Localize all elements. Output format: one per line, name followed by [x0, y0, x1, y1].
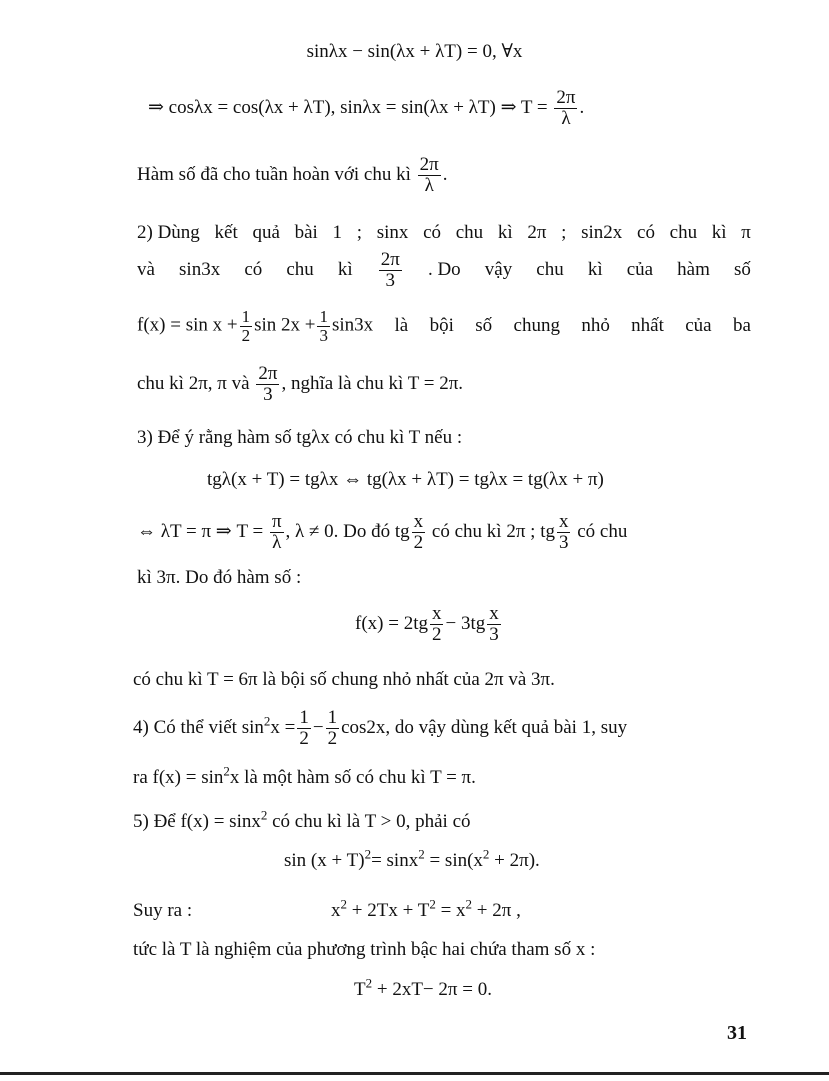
equation-line-2: ⇒ cosλx = cos(λx + λT), sinλx = sin(λx + λT) ⇒ T = $\frac{2\pi}{\lambda}$ . — [148, 87, 585, 129]
p5-line-1: 5) Để f(x) = sinx$^2$ có chu kì là T > 0, phải có — [133, 807, 471, 832]
fraction-2pi-lambda: $\frac{2\pi}{\lambda}$ — [556, 87, 576, 129]
p5-line-4: tức là T là nghiệm của phương trình bậc hai chứa tham số x : — [133, 939, 596, 960]
p2-line-1: 2) Dùng kết quả bài 1 ; sinx có chu kì 2π ; sin2x có chu kì π — [137, 222, 751, 243]
period-statement: Hàm số đã cho tuần hoàn với chu kì $\frac{2\pi}{\lambda}$ . — [137, 154, 448, 196]
p5-line-2: $\sin (x + T)^2= \sin x^2 = \sin(x^2 + 2\pi)$. — [284, 846, 540, 871]
p3-formula: f(x) = 2tg $\frac{x}{2}$ − 3tg $\frac{x}{3}$ — [355, 603, 499, 645]
p3-line-6: có chu kì T = 6π là bội số chung nhỏ nhất của 2π và 3π. — [133, 669, 555, 690]
page-number: 31 — [727, 1022, 747, 1044]
p5-line-3-label: Suy ra : — [133, 900, 193, 921]
f-formula: f(x) = sin x + $\frac{1}{2}$ sin 2x + $\frac{1}{3}$ sin3x — [137, 307, 374, 345]
p5-line-5: $T^2 + 2xT- 2\pi = 0$. — [354, 975, 492, 1000]
bottom-edge — [0, 1072, 829, 1075]
p3-line-3: ⇔ λT = π ⇒ T = $\frac{\pi}{\lambda}$ , λ ≠ 0. Do đó tg $\frac{x}{2}$ có chu kì 2π ; tg $\frac{x}{3}$ có chu — [137, 511, 628, 553]
p4-line-1: 4) Có thể viết $\sin^2x$ = $\frac{1}{2}$ − $\frac{1}{2}$ cos2x, do vậy dùng kết quả bài 1, suy — [133, 707, 628, 749]
p2-line-2: và sin3x có chu kì $\frac{2\pi}{3}$ . Do vậy chu kì của hàm số — [137, 249, 751, 291]
p2-line-4: chu kì 2π, π và $\frac{2\pi}{3}$ , nghĩa là chu kì T = 2π. — [137, 363, 464, 405]
p4-line-2: ra $f(x) = \sin^2x$ là một hàm số có chu kì T = π. — [133, 763, 476, 788]
p2-line-3: f(x) = sin x + $\frac{1}{2}$ sin 2x + $\frac{1}{3}$ sin3x là bội số chung nhỏ nhất của ba — [137, 307, 751, 345]
p3-line-1: 3) Để ý rằng hàm số tgλx có chu kì T nếu : — [137, 427, 463, 448]
equation-line-1: sinλx − sin(λx + λT) = 0, ∀x — [306, 41, 523, 62]
p3-line-4: kì 3π. Do đó hàm số : — [137, 567, 302, 588]
p5-line-3: $x^2 + 2Tx + T^2 = x^2 + 2\pi$ , — [331, 896, 521, 921]
p3-line-2: tgλ(x + T) = tgλx ⇔ tg(λx + λT) = tgλx = tg(λx + π) — [207, 469, 604, 490]
